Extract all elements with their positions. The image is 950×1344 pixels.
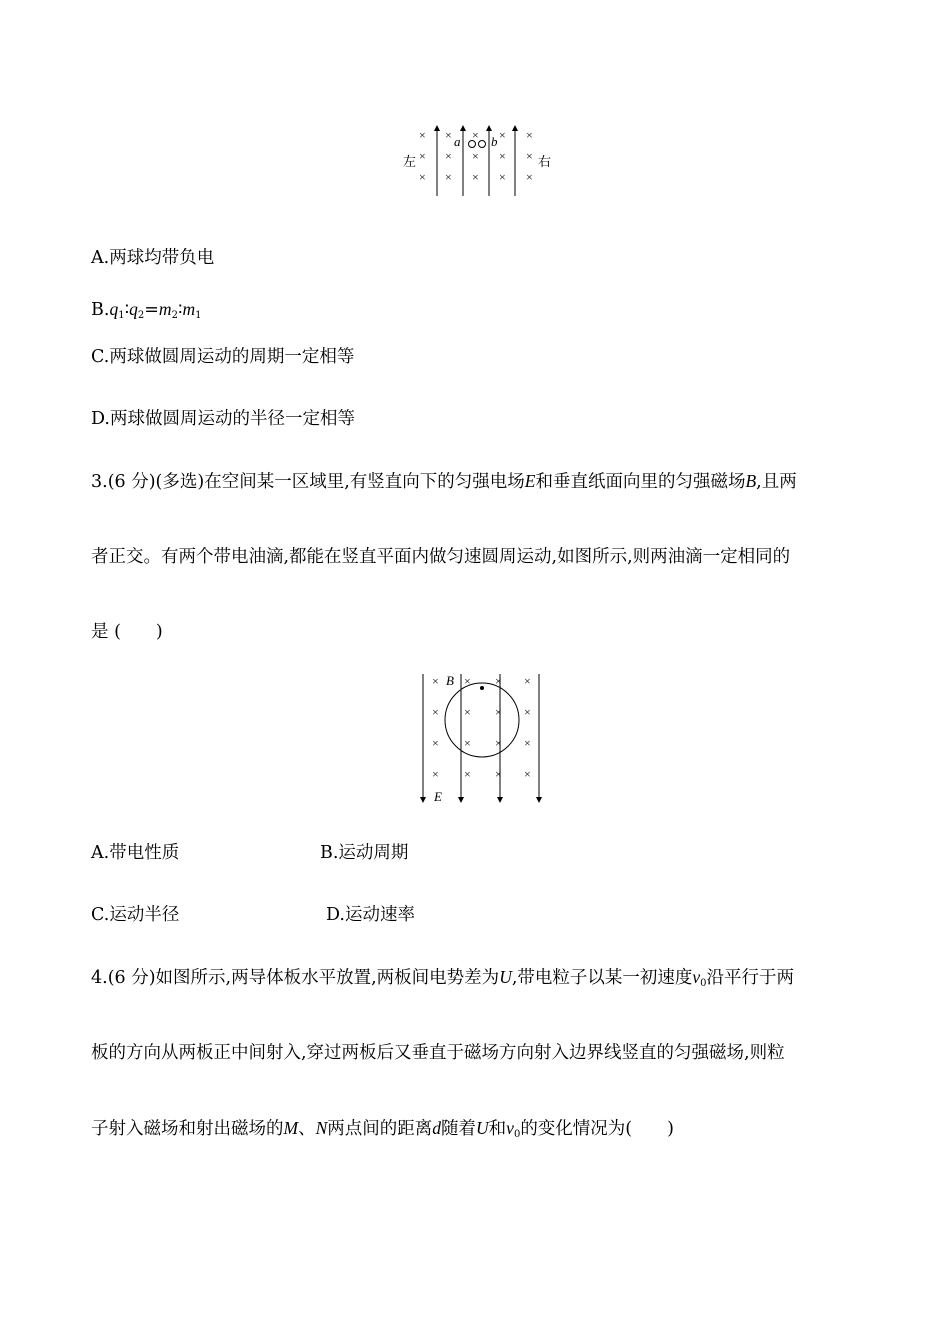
trajectory-circle [445,683,519,757]
q2-option-a: A.两球均带负电 [91,248,215,268]
oil-drop-dot [480,686,484,690]
q2-option-d: D.两球做圆周运动的半径一定相等 [91,409,355,429]
svg-text:×: × [419,149,426,163]
svg-text:×: × [432,736,439,750]
svg-text:×: × [419,170,426,184]
svg-text:×: × [499,149,506,163]
q3-option-a: A.带电性质 [91,843,180,863]
svg-text:×: × [445,128,452,142]
svg-text:×: × [472,170,479,184]
svg-text:×: × [526,170,533,184]
q4-stem-line3: 子射入磁场和射出磁场的M、N两点间的距离d随着U和$v_0$的变化情况为( ) [91,1118,674,1140]
svg-text:×: × [472,149,479,163]
q2-option-c: C.两球做圆周运动的周期一定相等 [91,347,355,367]
ball-b-label: b [491,134,498,149]
svg-text:×: × [499,128,506,142]
svg-text:×: × [495,674,502,688]
svg-text:×: × [432,705,439,719]
svg-text:×: × [524,674,531,688]
svg-text:×: × [432,674,439,688]
figure-oil-drops [415,670,550,808]
svg-text:×: × [526,128,533,142]
electric-field-lines [423,674,539,800]
q3-stem-line3: 是 ( ) [91,622,163,642]
svg-text:×: × [464,674,471,688]
q3-option-d: D.运动速率 [326,905,415,925]
svg-text:×: × [464,705,471,719]
svg-text:×: × [464,736,471,750]
ball-a-label: a [454,134,461,149]
svg-text:×: × [419,128,426,142]
ball-b [479,141,486,148]
q2-option-b: $B.q_1∶q_2=m_2∶m_1$ [91,299,202,321]
svg-text:×: × [524,705,531,719]
magnetic-field-marks [432,674,531,781]
svg-text:×: × [432,767,439,781]
svg-text:×: × [445,170,452,184]
q3-stem-line2: 者正交。有两个带电油滴,都能在竖直平面内做匀速圆周运动,如图所示,则两油滴一定相同的 [91,547,791,567]
q3-option-b: B.运动周期 [320,843,409,863]
label-E: E [434,789,442,804]
svg-text:×: × [472,128,479,142]
svg-text:×: × [464,767,471,781]
label-B: B [446,673,454,688]
svg-text:×: × [524,767,531,781]
svg-text:×: × [495,736,502,750]
svg-text:×: × [445,149,452,163]
svg-text:×: × [495,767,502,781]
svg-text:×: × [495,705,502,719]
q3-stem-line1: 3.(6 分)(多选)在空间某一区域里,有竖直向下的匀强电场E和垂直纸面向里的匀强磁场B,且两 [91,471,797,492]
right-label: 右 [538,154,552,169]
svg-text:×: × [524,736,531,750]
figure-two-balls [395,122,560,200]
svg-text:×: × [526,149,533,163]
q4-stem-line1: 4.(6 分)如图所示,两导体板水平放置,两板间电势差为U,带电粒子以某一初速度$v_0$沿平行于两 [91,967,795,989]
left-label: 左 [403,154,417,169]
q3-option-c: C.运动半径 [91,905,180,925]
svg-text:×: × [499,170,506,184]
q4-stem-line2: 板的方向从两板正中间射入,穿过两板后又垂直于磁场方向射入边界线竖直的匀强磁场,则粒 [91,1043,785,1063]
magnetic-field-marks [419,128,533,184]
